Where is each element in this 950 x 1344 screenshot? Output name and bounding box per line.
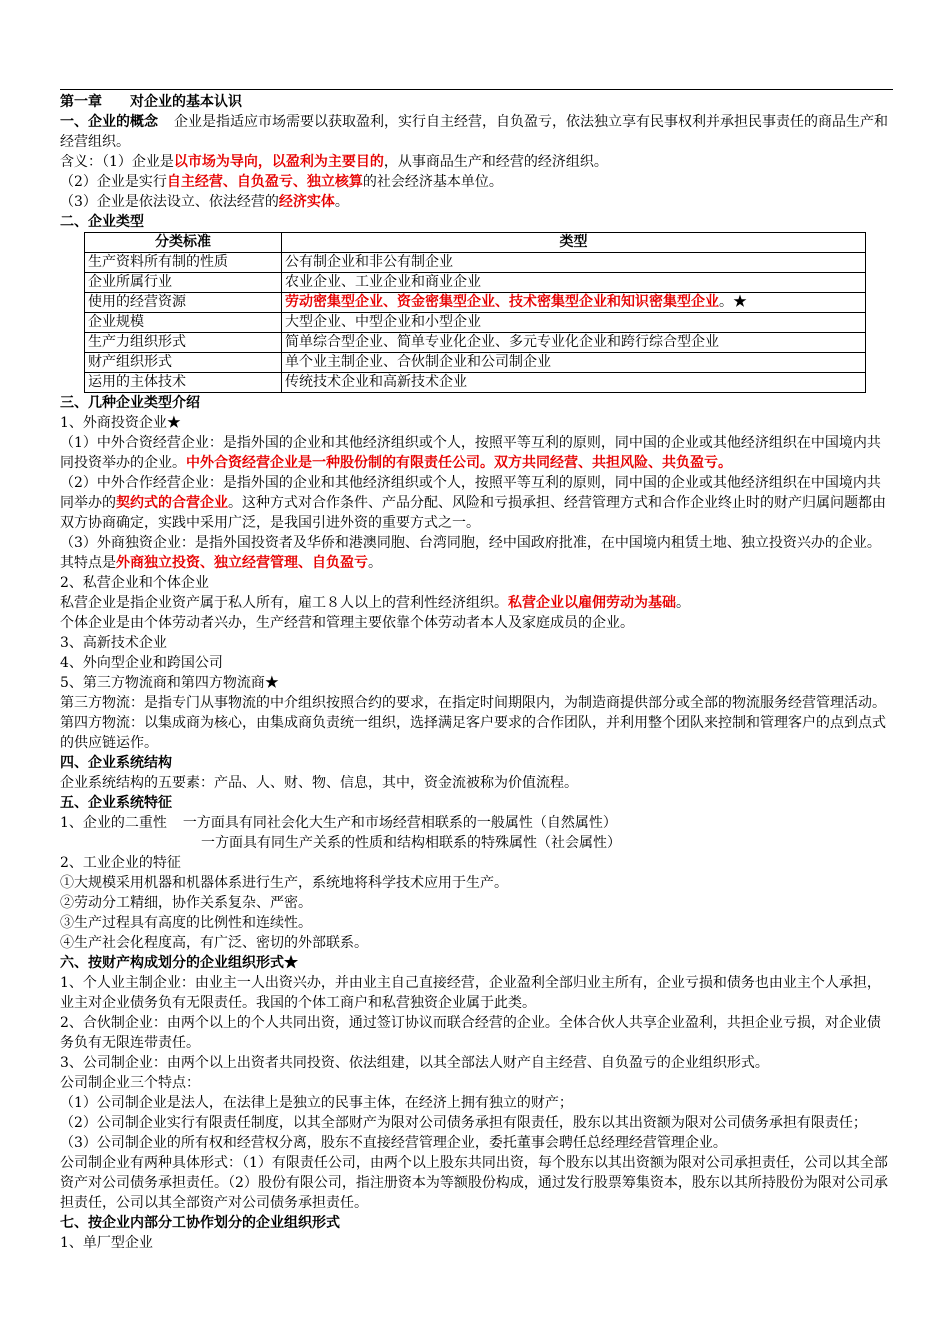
concept-definition: 企业是指适应市场需要以获取盈利，实行自主经营，自负盈亏，依法独立享有民事权利并承担民事责任的商品生产和经营组织。 [60, 114, 888, 150]
duality-label: 1、企业的二重性 [60, 815, 167, 831]
private-text-post: 。 [676, 595, 690, 611]
jv-highlight: 中外合资经营企业是一种股份制的有限责任公司。双方共同经营、共担风险、共负盈亏。 [186, 455, 732, 471]
table-cell: 财产组织形式 [85, 353, 282, 373]
corporation-forms: 公司制企业有两种具体形式：（1）有限责任公司，由两个以上股东共同出资，每个股东以其出资额为限对公司承担责任，公司以其全部资产对公司债务承担责任。（2）股份有限公司，指注册资本为等额股份构成，通过发行股票筹集资本，股东以其所持股份为限对公司承担责任，公司以其全部资产对公司债务承担责任。 [60, 1155, 888, 1211]
table-cell [282, 293, 866, 313]
table-row [85, 373, 866, 393]
table-cell: 公有制企业和非公有制企业 [282, 253, 866, 273]
section-heading-7: 七、按企业内部分工协作划分的企业组织形式 [60, 1215, 340, 1231]
table-cell: 使用的经营资源 [85, 293, 282, 313]
cooperative-paragraph [60, 473, 893, 533]
table-row [85, 313, 866, 333]
feature-item: ③生产过程具有高度的比例性和连续性。 [60, 915, 312, 931]
document-page [60, 89, 893, 1253]
third-party-logistics: 第三方物流：是指专门从事物流的中介组织按照合约的要求，在指定时间期限内，为制造商提供部分或全部的物流服务经营管理活动。 [60, 695, 886, 711]
corporation-feature: （3）公司制企业的所有权和经营权分离，股东不直接经营管理企业，委托董事会聘任总经理经营管理企业。 [60, 1135, 727, 1151]
private-highlight: 私营企业以雇佣劳动为基础 [508, 595, 676, 611]
individual-paragraph: 个体企业是由个体劳动者兴办，生产经营和管理主要依靠个体劳动者本人及家庭成员的企业。 [60, 615, 634, 631]
coop-highlight: 契约式的合营企业 [116, 495, 228, 511]
section-heading-2: 二、企业类型 [60, 214, 144, 230]
corporation-feature: （2）公司制企业实行有限责任制度，以其全部财产为限对公司债务承担有限责任，股东以其出资额为限对公司债务承担有限责任； [60, 1115, 867, 1131]
meaning-1-post: ，从事商品生产和经营的经济组织。 [383, 154, 608, 170]
wfoe-text-post: 。 [368, 555, 382, 571]
system-structure-text: 企业系统结构的五要素：产品、人、财、物、信息，其中，资金流被称为价值流程。 [60, 775, 578, 791]
subheading-foreign: 1、外商投资企业★ [60, 415, 181, 431]
meaning-2-highlight: 自主经营、自负盈亏、独立核算 [166, 174, 363, 190]
table-header-row [85, 233, 866, 253]
industrial-features-heading: 2、工业企业的特征 [60, 855, 181, 871]
table-row [85, 253, 866, 273]
col-header-type: 类型 [282, 233, 866, 253]
table-row [85, 293, 866, 313]
jv-text: （1）中外合资经营企业：是指外国的企业和其他经济组织或个人，按照平等互利的原则，同中国的企业或其他经济组织在中国境内共同投资举办的企业。 [60, 435, 881, 471]
table-cell: 企业规模 [85, 313, 282, 333]
table-row [85, 273, 866, 293]
enterprise-types-table [84, 232, 866, 393]
meaning-3 [60, 192, 893, 212]
table-cell: 大型企业、中型企业和小型企业 [282, 313, 866, 333]
table-cell: 单个业主制企业、合伙制企业和公司制企业 [282, 353, 866, 373]
table-cell: 企业所属行业 [85, 273, 282, 293]
corporation-feature: （1）公司制企业是法人，在法律上是独立的民事主体，在经济上拥有独立的财产； [60, 1095, 573, 1111]
duality-line-2: 一方面具有同生产关系的性质和结构相联系的特殊属性（社会属性） [201, 835, 621, 851]
meaning-2-pre: （2）企业是实行 [60, 174, 167, 190]
duality-a: 一方面具有同社会化大生产和市场经营相联系的一般属性（自然属性） [182, 815, 617, 831]
corporation: 3、公司制企业：由两个以上出资者共同投资、依法组建，以其全部法人财产自主经营、自负盈亏的企业组织形式。 [60, 1055, 769, 1071]
partnership: 2、合伙制企业：由两个以上的个人共同出资，通过签订协议而联合经营的企业。全体合伙人共享企业盈利，共担企业亏损，对企业债务负有无限连带责任。 [60, 1015, 881, 1051]
table-cell: 简单综合型企业、简单专业化企业、多元专业化企业和跨行综合型企业 [282, 333, 866, 353]
subheading-multinational: 4、外向型企业和跨国公司 [60, 655, 223, 671]
duality-line-1 [60, 813, 893, 833]
table-row [85, 353, 866, 373]
meaning-3-post: 。 [334, 194, 349, 210]
chapter-title: 第一章 对企业的基本认识 [60, 94, 242, 110]
joint-venture-paragraph [60, 433, 893, 473]
private-text: 私营企业是指企业资产属于私人所有，雇工８人以上的营利性经济组织。 [60, 595, 508, 611]
meaning-1-highlight: 以市场为导向，以盈利为主要目的 [173, 154, 384, 170]
feature-item: ②劳动分工精细，协作关系复杂、严密。 [60, 895, 312, 911]
feature-item: ①大规模采用机器和机器体系进行生产，系统地将科学技术应用于生产。 [60, 875, 508, 891]
subheading-logistics: 5、第三方物流商和第四方物流商★ [60, 675, 279, 691]
section-heading-6: 六、按财产构成划分的企业组织形式★ [60, 955, 298, 971]
table-row [85, 333, 866, 353]
table-cell: 生产力组织形式 [85, 333, 282, 353]
section-heading-5: 五、企业系统特征 [60, 795, 172, 811]
wfoe-text: （3）外商独资企业：是指外国投资者及华侨和港澳同胞、台湾同胞，经中国政府批准，在中国境内租赁土地、独立投资兴办的企业。其特点是 [60, 535, 881, 571]
meaning-3-pre: （3）企业是依法设立、依法经营的 [60, 194, 279, 210]
meaning-3-highlight: 经济实体 [278, 194, 335, 210]
subheading-hightech: 3、高新技术企业 [60, 635, 167, 651]
feature-item: ④生产社会化程度高，有广泛、密切的外部联系。 [60, 935, 368, 951]
concept-paragraph [60, 112, 893, 152]
corporation-features-heading: 公司制企业三个特点： [60, 1075, 200, 1091]
private-paragraph [60, 593, 893, 613]
meaning-1-pre: 含义：（1）企业是 [60, 154, 174, 170]
table-cell-star: 。★ [719, 294, 747, 310]
coop-text: （2）中外合作经营企业：是指外国的企业和其他经济组织或个人，按照平等互利的原则，同中国的企业或其他经济组织在中国境内共同举办的 [60, 475, 881, 511]
table-cell: 传统技术企业和高新技术企业 [282, 373, 866, 393]
sole-proprietorship: 1、个人业主制企业：由业主一人出资兴办，并由业主自己直接经营，企业盈利全部归业主所有，企业亏损和债务也由业主个人承担，业主对企业债务负有无限责任。我国的个体工商户和私营独资企业属于此类。 [60, 975, 881, 1011]
table-cell: 农业企业、工业企业和商业企业 [282, 273, 866, 293]
meaning-2-post: 的社会经济基本单位。 [362, 174, 503, 190]
wfoe-paragraph [60, 533, 893, 573]
col-header-standard: 分类标准 [85, 233, 282, 253]
table-cell: 运用的主体技术 [85, 373, 282, 393]
coop-text-post: 。这种方式对合作条件、产品分配、风险和亏损承担、经营管理方式和合作企业终止时的财产归属问题都由双方协商确定，实践中采用广泛，是我国引进外资的重要方式之一。 [60, 495, 886, 531]
section-heading-1: 一、企业的概念 [60, 114, 158, 130]
section-heading-4: 四、企业系统结构 [60, 755, 172, 771]
subheading-private: 2、私营企业和个体企业 [60, 575, 209, 591]
fourth-party-logistics: 第四方物流：以集成商为核心，由集成商负责统一组织，选择满足客户要求的合作团队，并利用整个团队来控制和管理客户的点到点式的供应链运作。 [60, 715, 886, 751]
single-plant-enterprise: 1、单厂型企业 [60, 1235, 153, 1251]
wfoe-highlight: 外商独立投资、独立经营管理、自负盈亏 [116, 555, 368, 571]
table-cell-highlight: 劳动密集型企业、资金密集型企业、技术密集型企业和知识密集型企业 [285, 294, 719, 310]
section-heading-3: 三、几种企业类型介绍 [60, 395, 200, 411]
table-cell: 生产资料所有制的性质 [85, 253, 282, 273]
meaning-1 [60, 152, 893, 172]
meaning-2 [60, 172, 893, 192]
